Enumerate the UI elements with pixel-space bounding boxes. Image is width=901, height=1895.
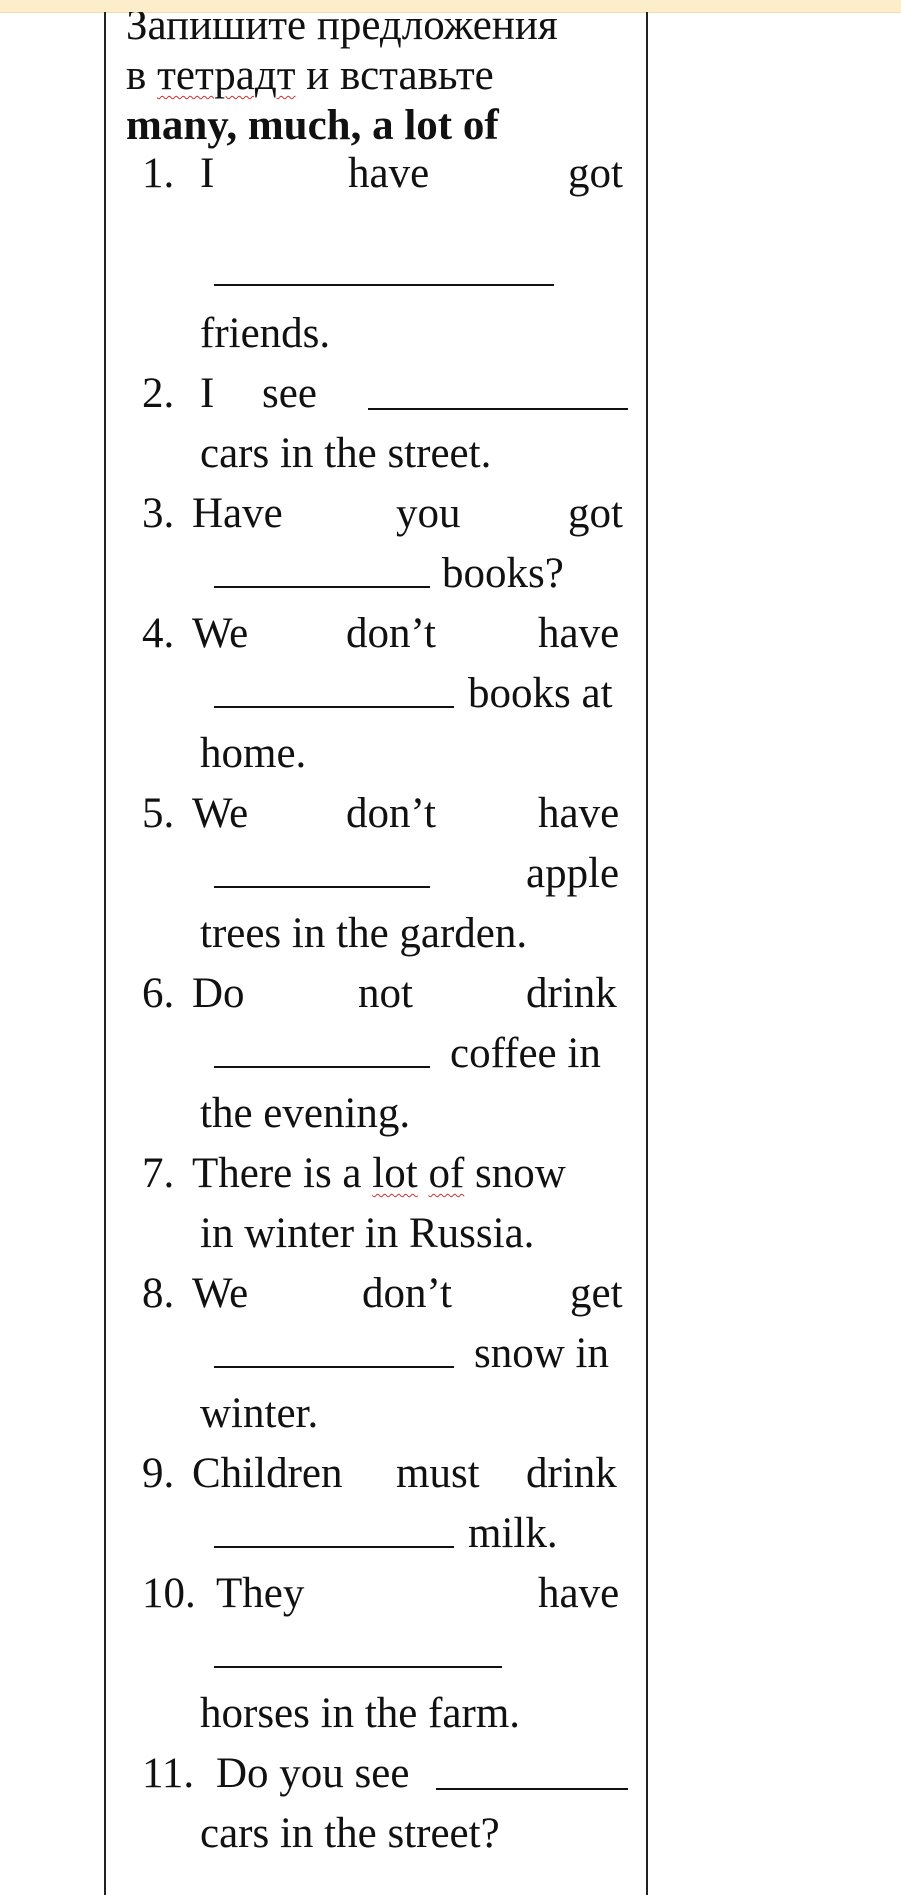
- answer-blank-10[interactable]: [214, 1666, 502, 1668]
- item-5-word: don’t: [346, 790, 436, 837]
- item-number-2: 2.: [142, 370, 175, 417]
- item-number-3: 3.: [142, 490, 175, 537]
- item-11-text: Do you see: [216, 1750, 410, 1797]
- item-4-continuation: home.: [200, 730, 307, 777]
- item-2-word: see: [262, 370, 317, 417]
- item-8-after: snow in: [474, 1330, 609, 1377]
- item-4-word: don’t: [346, 610, 436, 657]
- item-1-word: I: [200, 150, 215, 197]
- item-5-word: We: [192, 790, 249, 837]
- item-1-continuation: friends.: [200, 310, 331, 357]
- answer-blank-3[interactable]: [214, 586, 430, 588]
- item-10-word: have: [538, 1570, 620, 1617]
- item-7-continuation: in winter in Russia.: [200, 1210, 535, 1257]
- item-2-word: I: [200, 370, 215, 417]
- item-6-continuation: the evening.: [200, 1090, 411, 1137]
- item-4-after: books at: [468, 670, 613, 717]
- item-number-4: 4.: [142, 610, 175, 657]
- item-7-text: There is a lot of snow: [192, 1150, 566, 1197]
- instruction-line-2: в тетрадт и вставьте: [126, 52, 494, 99]
- item-1-word: got: [568, 150, 623, 197]
- answer-blank-2[interactable]: [368, 408, 628, 410]
- item-6-word: Do: [192, 970, 245, 1017]
- item-3-word: you: [396, 490, 461, 537]
- item-3-word: Have: [192, 490, 283, 537]
- item-9-word: drink: [526, 1450, 617, 1497]
- answer-blank-5[interactable]: [214, 886, 430, 888]
- misspelled-word: тетрадт: [157, 52, 296, 99]
- item-9-word: must: [396, 1450, 480, 1497]
- item-1-word: have: [348, 150, 430, 197]
- item-3-word: got: [568, 490, 623, 537]
- item-6-word: drink: [526, 970, 617, 1017]
- item-8-word: don’t: [362, 1270, 452, 1317]
- item-5-after: apple: [526, 850, 620, 897]
- answer-blank-6[interactable]: [214, 1066, 430, 1068]
- document-table-cell: [104, 12, 648, 1895]
- item-9-word: Children: [192, 1450, 343, 1497]
- instruction-line-1: Запишите предложения: [126, 12, 558, 49]
- item-10-continuation: horses in the farm.: [200, 1690, 521, 1737]
- item-number-6: 6.: [142, 970, 175, 1017]
- item-2-continuation: cars in the street.: [200, 430, 492, 477]
- item-8-word: We: [192, 1270, 249, 1317]
- answer-blank-4[interactable]: [214, 706, 454, 708]
- item-8-word: get: [570, 1270, 623, 1317]
- item-number-5: 5.: [142, 790, 175, 837]
- item-number-11: 11.: [142, 1750, 195, 1797]
- item-11-continuation: cars in the street?: [200, 1810, 500, 1857]
- item-number-9: 9.: [142, 1450, 175, 1497]
- item-5-continuation: trees in the garden.: [200, 910, 528, 957]
- item-4-word: have: [538, 610, 620, 657]
- answer-blank-9[interactable]: [214, 1546, 454, 1548]
- answer-blank-8[interactable]: [214, 1366, 454, 1368]
- item-number-8: 8.: [142, 1270, 175, 1317]
- item-6-word: not: [358, 970, 413, 1017]
- answer-blank-11[interactable]: [436, 1788, 628, 1790]
- item-number-7: 7.: [142, 1150, 175, 1197]
- item-4-word: We: [192, 610, 249, 657]
- item-3-after: books?: [442, 550, 564, 597]
- item-number-1: 1.: [142, 150, 175, 197]
- item-6-after: coffee in: [450, 1030, 601, 1077]
- item-5-word: have: [538, 790, 620, 837]
- item-number-10: 10.: [142, 1570, 196, 1617]
- item-10-word: They: [216, 1570, 305, 1617]
- answer-blank-1[interactable]: [214, 284, 554, 286]
- item-8-continuation: winter.: [200, 1390, 319, 1437]
- item-9-after: milk.: [468, 1510, 558, 1557]
- instruction-words: many, much, a lot of: [126, 102, 499, 149]
